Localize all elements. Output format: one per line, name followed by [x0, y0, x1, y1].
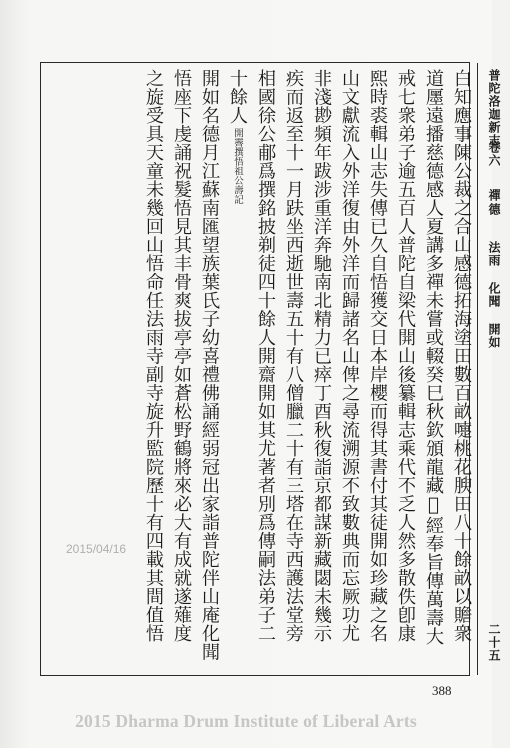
text-column: 戒七衆弟子逾五百人普陀自梁代開山後纂輯志乘代不乏人然多散佚卽康 [395, 69, 416, 643]
text-column: 山文獻流入外洋復由外洋而歸諸名山俾之尋流溯源不致數典而忘厥功尤 [339, 69, 360, 643]
volume-label: 卷六 [487, 141, 501, 167]
interlinear-note: 開霽撰悟祖公壽記 [232, 127, 243, 204]
text-column: 相國徐公郙爲撰銘披剃徒四十餘人開齋開如其尤著者別爲傳嗣法弟子二 [255, 69, 276, 643]
text-frame [40, 62, 501, 676]
text-column: 非淺尠頻年跋涉重洋奔馳南北精力已瘁丁酉秋復詣京都謀新藏閟未幾示 [311, 69, 332, 643]
text-column: 開如名德月江蘇南匯望族葉氏子幼喜禮佛誦經弱冠出家詣普陀伴山庵化聞 [199, 69, 220, 661]
section-label: 禪德 [487, 189, 501, 217]
scan-page-number: 388 [432, 683, 452, 698]
text-column: 白知應事陳公裁之合山感德拓海塗田數百畝嚏桃花腴田八十餘畝以贍衆 [451, 69, 472, 643]
body-text [47, 69, 475, 669]
biography-names: 法雨 化聞 開如 [487, 241, 501, 349]
text-column: 悟座下虔誦祝髮悟見其丰骨爽拔亭亭如蒼松野鶴將來必大有成就遂薙度 [171, 69, 192, 643]
text-column: 熙時裘輯山志失傳已久自悟獲交日本岸櫻而得其書付其徒開如珍藏之名 [367, 69, 388, 643]
watermark: 2015 Dharma Drum Institute of Liberal Arts [75, 711, 417, 731]
page-header-column [477, 63, 510, 675]
date-stamp: 2015/04/16 [66, 542, 127, 556]
text-column: 疾而返至十一月趺坐西逝世壽五十有八僧臘二十有三塔在寺西護法堂旁 [283, 69, 304, 643]
text-column: 之旋受具天童未幾回山悟命任法雨寺副寺旋升監院歷十有四載其間值悟 [143, 69, 164, 643]
text-column: 道㕓遠播慈德感人夏講多禪未嘗或輟癸巳秋欽頒龍藏𪪨經奉旨傳萬壽大 [423, 69, 444, 646]
book-title: 普陀洛迦新志 [487, 69, 501, 147]
text-column-with-note: 十餘人開霽撰悟祖公壽記 [227, 69, 248, 204]
chinese-page-number: 二十五 [487, 623, 501, 662]
